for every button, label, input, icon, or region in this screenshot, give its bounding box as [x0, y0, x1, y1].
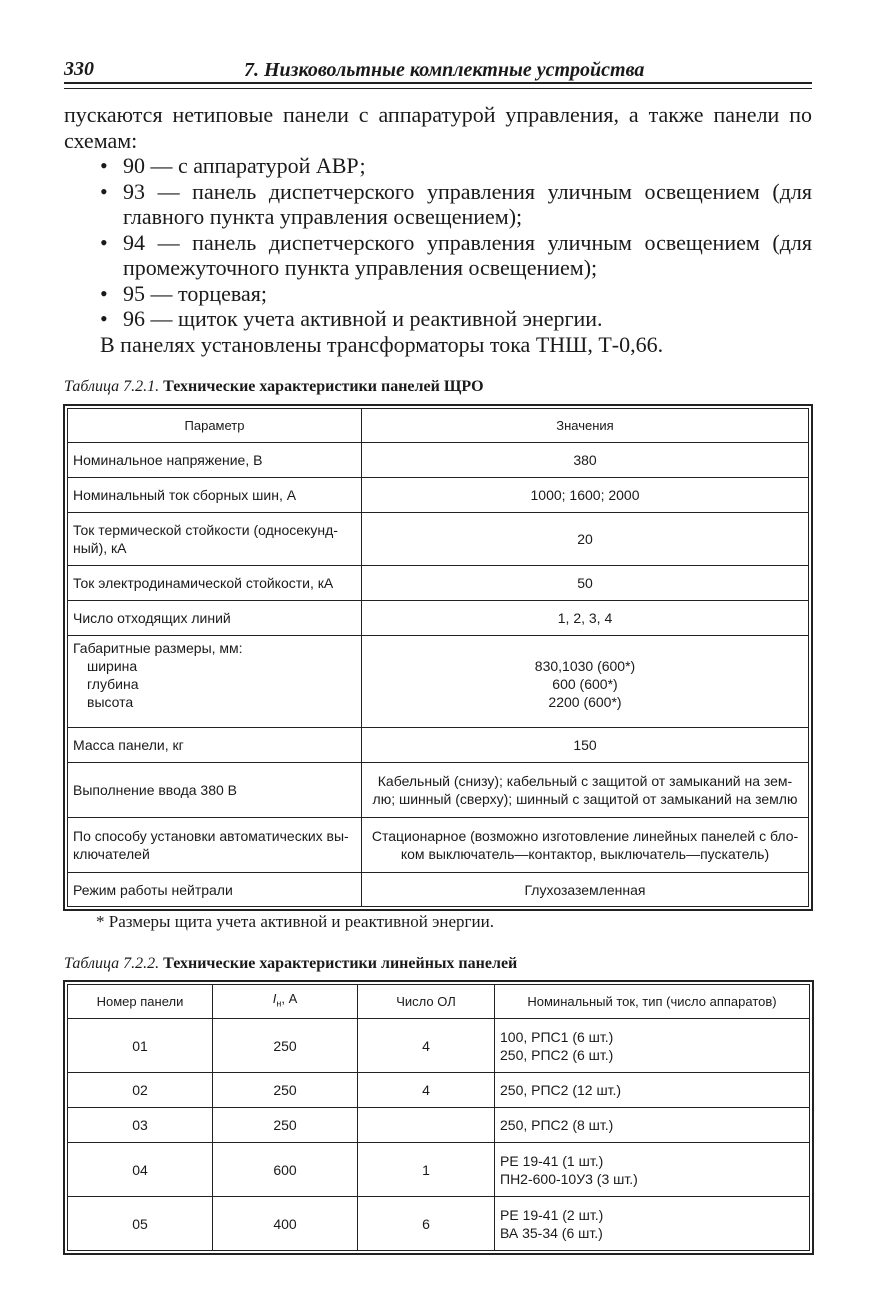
table-row: [68, 1019, 810, 1073]
rated-line: ПН2-600-10У3 (3 шт.): [500, 1170, 638, 1187]
list-item-text: 95 — торцевая;: [123, 280, 267, 306]
list-item: [64, 230, 812, 281]
table-row: [68, 1073, 810, 1108]
list-item-text: 96 — щиток учета активной и реактивной энергии.: [123, 306, 603, 331]
current-cell: 250: [213, 1073, 358, 1108]
value-cell: 150: [362, 728, 809, 763]
table-row: [68, 763, 809, 818]
panel-cell: 04: [68, 1143, 213, 1197]
bullet: •: [100, 306, 108, 331]
table1-header-param: Параметр: [68, 409, 362, 443]
param-cell: Ток термической стойкости (односекунд-ный), кА: [68, 513, 362, 566]
table-row: [68, 1197, 810, 1251]
dimension-width-label: ширина: [87, 658, 138, 674]
value-cell: 1, 2, 3, 4: [362, 601, 809, 636]
panel-cell: 02: [68, 1073, 213, 1108]
dimension-depth-value: 600 (600*): [552, 676, 618, 692]
dimension-height-label: высота: [87, 694, 134, 710]
param-cell: Масса панели, кг: [68, 728, 362, 763]
table1: [67, 408, 809, 907]
value-cell: Стационарное (возможно изготовление линейных панелей с бло-ком выключатель—контактор, выключатель—пускатель): [362, 818, 809, 873]
param-cell: Номинальное напряжение, В: [68, 443, 362, 478]
table-row: [68, 728, 809, 763]
param-cell: Число отходящих линий: [68, 601, 362, 636]
list-item: [64, 153, 812, 179]
param-cell: Номинальный ток сборных шин, А: [68, 478, 362, 513]
current-unit: , А: [281, 991, 298, 1007]
value-cell: 50: [362, 566, 809, 601]
current-cell: 250: [213, 1019, 358, 1073]
table2-frame: [63, 980, 814, 1255]
lines-cell: 4: [358, 1073, 495, 1108]
param-cell: Выполнение ввода 380 В: [68, 763, 362, 818]
header-rule-thin: [64, 88, 812, 89]
panel-cell: 05: [68, 1197, 213, 1251]
value-cell: 380: [362, 443, 809, 478]
table-row: [68, 601, 809, 636]
table2-header-lines: Число ОЛ: [358, 985, 495, 1019]
bullet: •: [100, 178, 108, 204]
table-row: [68, 1108, 810, 1143]
rated-line: РЕ 19-41 (1 шт.): [500, 1152, 604, 1169]
running-title: 7. Низковольтные комплектные устройства: [244, 59, 645, 81]
rated-line: ВА 35-34 (6 шт.): [500, 1224, 603, 1241]
list-item-text: 90 — с аппаратурой АВР;: [123, 153, 366, 178]
list-item: [64, 306, 812, 332]
rated-cell: [495, 1019, 810, 1073]
table-row: [68, 478, 809, 513]
table1-header-row: [68, 409, 809, 443]
dimensions-title: Габаритные размеры, мм:: [73, 640, 243, 656]
panel-cell: 01: [68, 1019, 213, 1073]
value-cell: 1000; 1600; 2000: [362, 478, 809, 513]
table-row: [68, 818, 809, 873]
table-row: [68, 443, 809, 478]
lines-cell: [358, 1108, 495, 1143]
table2-header-row: [68, 985, 810, 1019]
list-item-text: 93 — панель диспетчерского управления уличным освещением (для главного пункта управления освещением);: [123, 178, 812, 229]
rated-line: РЕ 19-41 (2 шт.): [500, 1206, 604, 1223]
intro-paragraph: пускаются нетиповые панели с аппаратурой управления, а также панели по схемам:: [64, 102, 812, 153]
bullet: •: [100, 280, 108, 306]
table2-header-rated: Номинальный ток, тип (число аппаратов): [495, 985, 810, 1019]
panel-cell: 03: [68, 1108, 213, 1143]
dimension-depth-label: глубина: [87, 676, 139, 692]
current-cell: 600: [213, 1143, 358, 1197]
table1-footnote: * Размеры щита учета активной и реактивной энергии.: [96, 912, 494, 931]
page-header: [64, 58, 812, 82]
current-cell: 400: [213, 1197, 358, 1251]
current-symbol: I: [272, 991, 277, 1007]
table-row: [68, 513, 809, 566]
rated-cell: [495, 1108, 810, 1143]
list-item: [64, 281, 812, 307]
table-row-dimensions: [68, 636, 809, 728]
param-cell: По способу установки автоматических вы-ключателей: [68, 818, 362, 873]
table1-frame: [63, 404, 813, 911]
current-cell: 250: [213, 1108, 358, 1143]
rated-line: 250, РПС2 (12 шт.): [500, 1082, 622, 1098]
table1-caption: [64, 378, 484, 396]
list-item: [64, 179, 812, 230]
body-text: [64, 102, 812, 357]
table2: [67, 984, 810, 1251]
list-item-text: 94 — панель диспетчерского управления уличным освещением (для промежуточного пункта управления освещением);: [123, 229, 812, 280]
rated-line: 250, РПС2 (6 шт.): [500, 1046, 614, 1063]
lines-cell: 1: [358, 1143, 495, 1197]
value-cell: 20: [362, 513, 809, 566]
table1-caption-title: Технические характеристики панелей ЩРО: [163, 378, 484, 395]
dimension-height-value: 2200 (600*): [548, 694, 622, 710]
header-rule: [64, 82, 812, 84]
table-row: [68, 873, 809, 907]
table2-caption: [64, 955, 517, 973]
table2-header-current: [213, 985, 358, 1019]
rated-cell: [495, 1143, 810, 1197]
page-number: 330: [64, 58, 94, 80]
table2-caption-number: Таблица 7.2.2.: [64, 955, 160, 972]
table2-caption-title: Технические характеристики линейных панелей: [163, 955, 518, 972]
table-row: [68, 1143, 810, 1197]
table2-header-panel: Номер панели: [68, 985, 213, 1019]
param-cell-dimensions: [68, 636, 362, 728]
lines-cell: 6: [358, 1197, 495, 1251]
lines-cell: 4: [358, 1019, 495, 1073]
table1-header-value: Значения: [362, 409, 809, 443]
current-subscript: н: [276, 998, 282, 1009]
rated-line: 100, РПС1 (6 шт.): [500, 1028, 614, 1045]
scheme-list: [64, 153, 812, 332]
value-cell-dimensions: [362, 636, 809, 728]
rated-line: 250, РПС2 (8 шт.): [500, 1117, 614, 1133]
bullet: •: [100, 229, 108, 255]
bullet: •: [100, 153, 108, 178]
rated-cell: [495, 1073, 810, 1108]
table1-caption-number: Таблица 7.2.1.: [64, 378, 160, 395]
param-cell: Режим работы нейтрали: [68, 873, 362, 907]
value-cell: Глухозаземленная: [362, 873, 809, 907]
param-cell: Ток электродинамической стойкости, кА: [68, 566, 362, 601]
table-row: [68, 566, 809, 601]
rated-cell: [495, 1197, 810, 1251]
closing-paragraph: В панелях установлены трансформаторы тока ТНШ, Т-0,66.: [100, 331, 664, 357]
dimension-width-value: 830,1030 (600*): [534, 658, 636, 674]
value-cell: Кабельный (снизу); кабельный с защитой от замыканий на зем-лю; шинный (сверху); шинный с защитой от замыканий на землю: [362, 763, 809, 818]
